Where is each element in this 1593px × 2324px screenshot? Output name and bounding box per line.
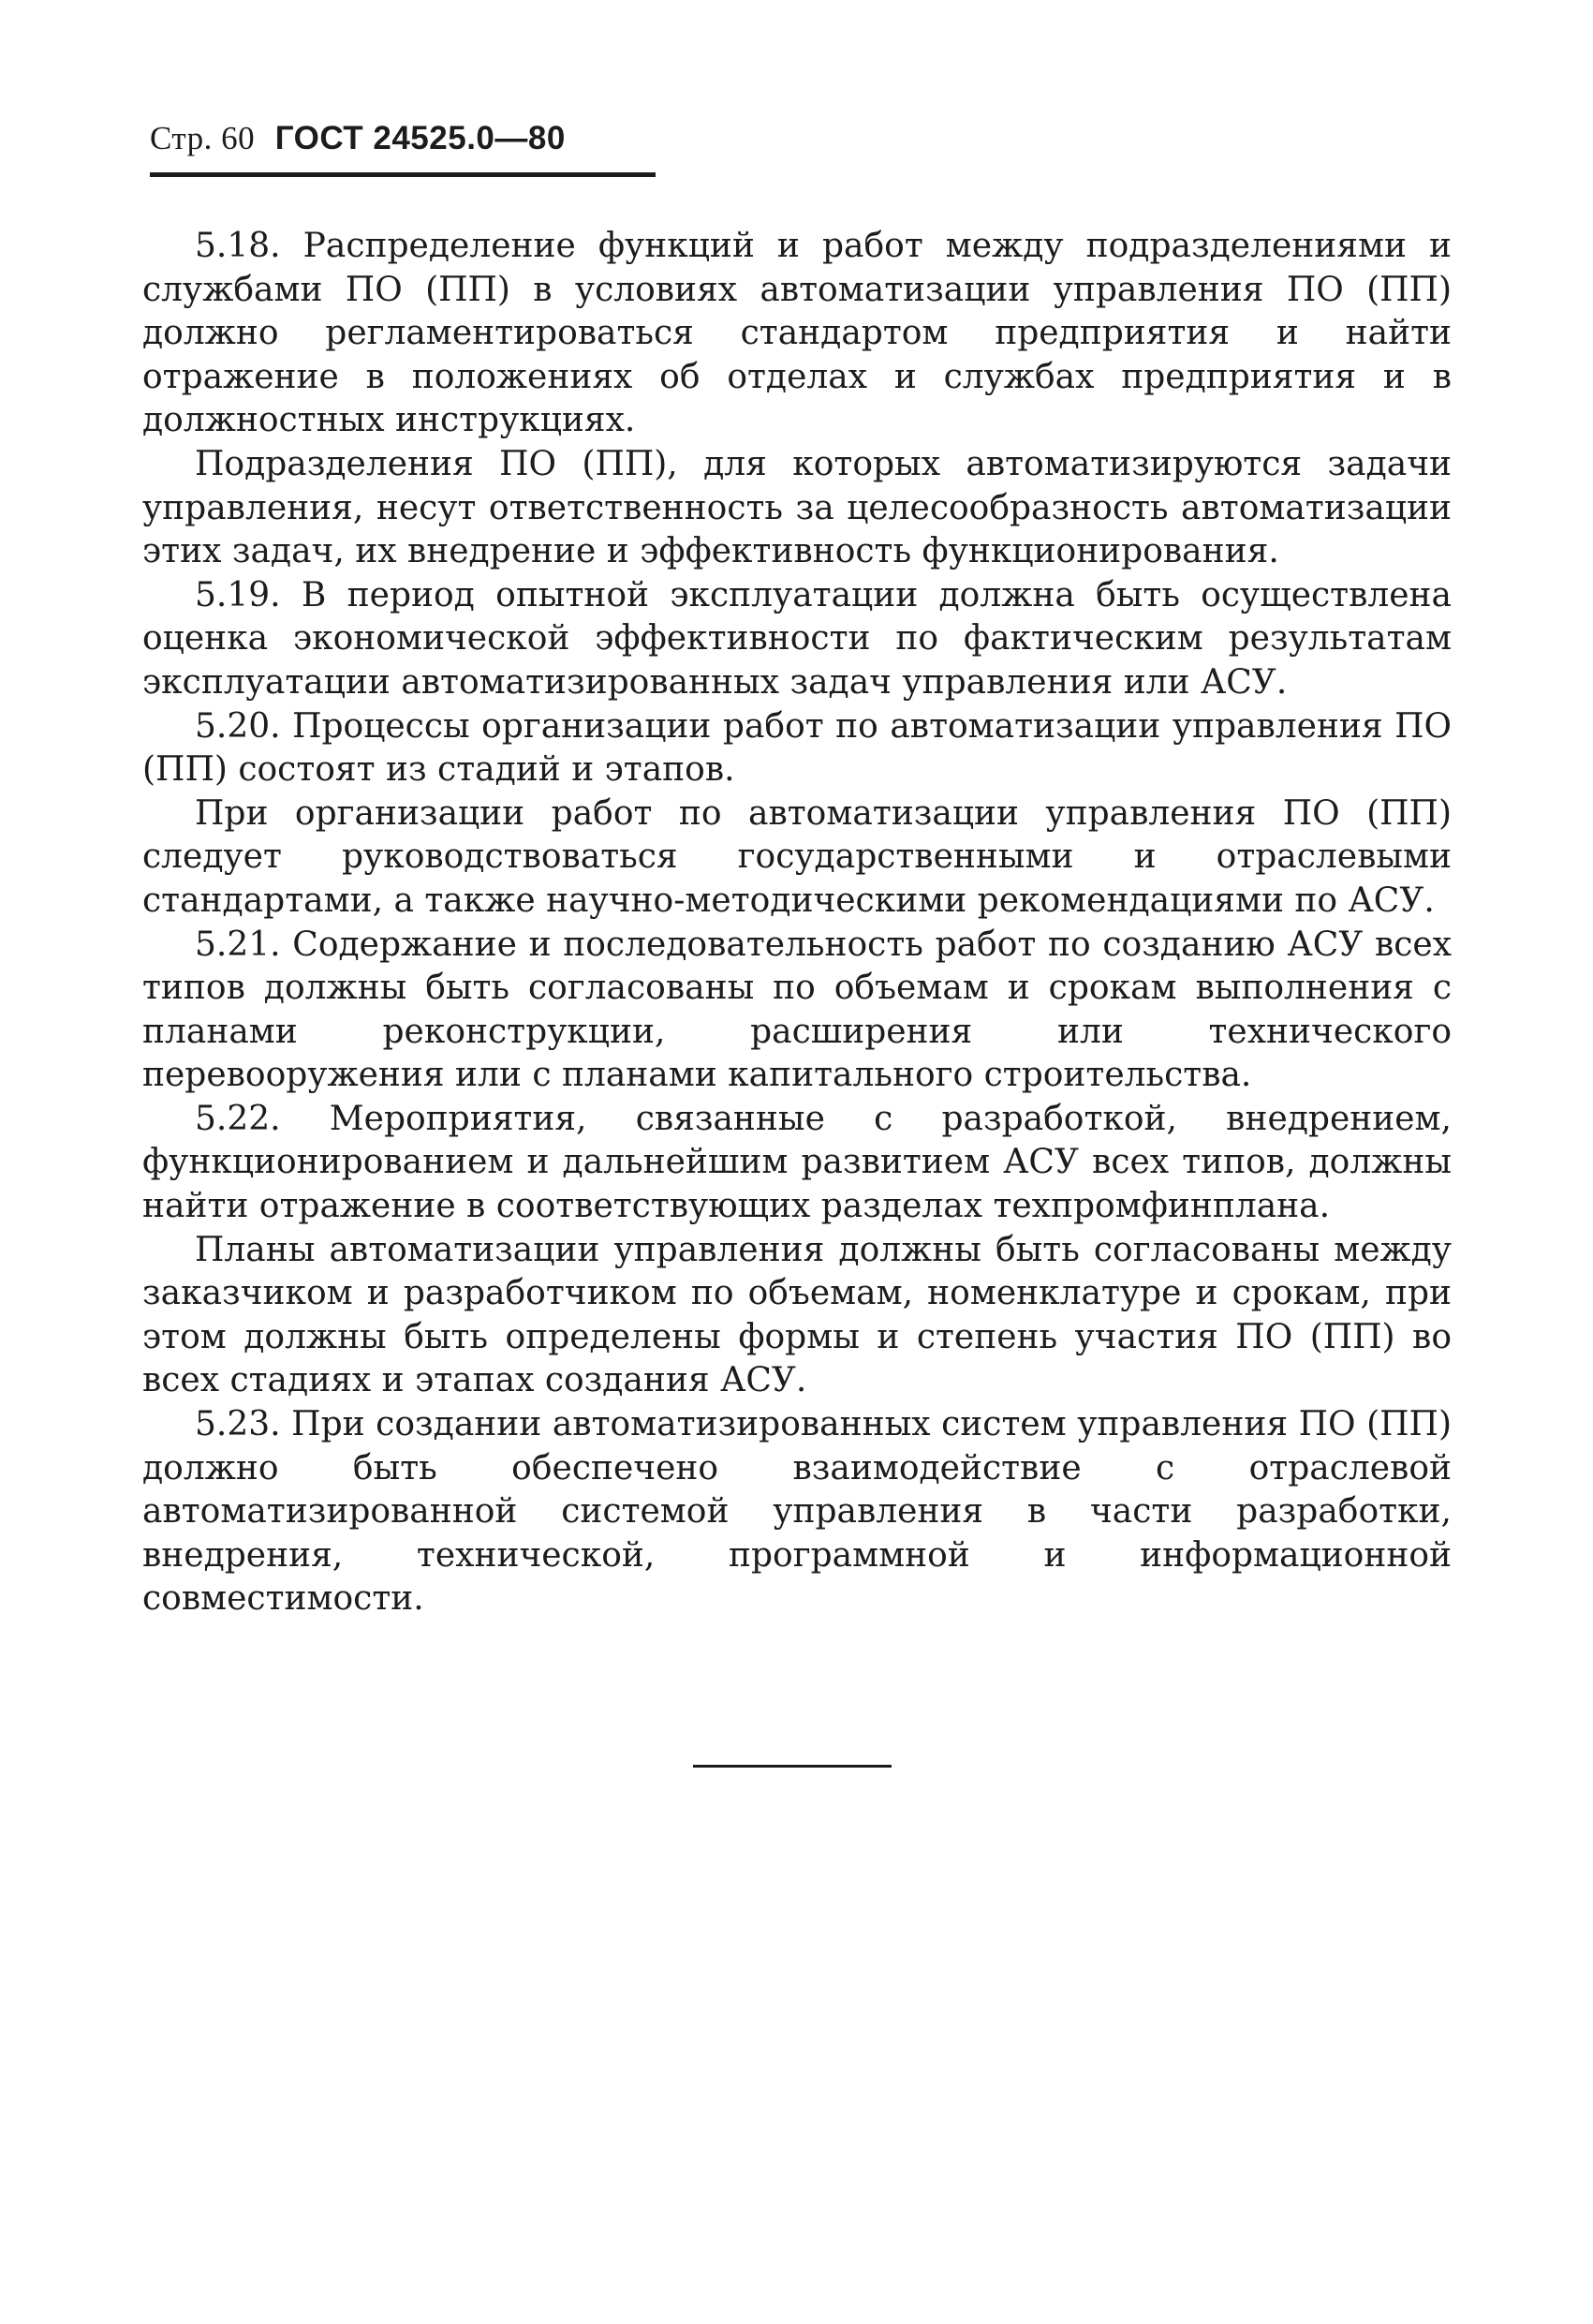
- page-header: [150, 120, 656, 157]
- paragraph-5-20: 5.20. Процессы организации работ по автоматизации управления ПО (ПП) состоят из стадий и этапов.: [142, 706, 1452, 790]
- paragraph-5-22-plans: Планы автоматизации управления должны быть согласованы между заказчиком и разработчиком по объемам, номенклатуре и срокам, при этом должны быть определены формы и степень участия ПО (ПП) во всех стадиях и этапах создания АСУ.: [142, 1230, 1452, 1400]
- paragraph-5-18-responsibility: Подразделения ПО (ПП), для которых автоматизируются задачи управления, несут ответственность за целесообразность автоматизации этих задач, их внедрение и эффективность функционирования.: [142, 444, 1452, 571]
- document-code: ГОСТ 24525.0—80: [274, 120, 566, 156]
- paragraph-5-20-standards: При организации работ по автоматизации управления ПО (ПП) следует руководствоваться государственными и отраслевыми стандартами, а также научно-методическими рекомендациями по АСУ.: [142, 793, 1452, 920]
- paragraph-5-18: 5.18. Распределение функций и работ между подразделениями и службами ПО (ПП) в условиях автоматизации управления ПО (ПП) должно регламентироваться стандартом предприятия и найти отражение в положениях об отделах и службах предприятия и в должностных инструкциях.: [142, 227, 1452, 440]
- paragraph-5-22: 5.22. Мероприятия, связанные с разработкой, внедрением, функционированием и дальнейшим развитием АСУ всех типов, должны найти отражение в соответствующих разделах техпромфинплана.: [142, 1099, 1452, 1226]
- header-rule: [150, 172, 656, 177]
- end-rule: [693, 1765, 892, 1768]
- document-body: [142, 225, 1452, 1621]
- page-number: Стр. 60: [150, 120, 256, 156]
- paragraph-5-19: 5.19. В период опытной эксплуатации должна быть осуществлена оценка экономической эффективности по фактическим результатам эксплуатации автоматизированных задач управления или АСУ.: [142, 575, 1452, 702]
- paragraph-5-21: 5.21. Содержание и последовательность работ по созданию АСУ всех типов должны быть согласованы по объемам и срокам выполнения с планами реконструкции, расширения или технического перевооружения или с планами капитального строительства.: [142, 925, 1452, 1095]
- paragraph-5-23: 5.23. При создании автоматизированных систем управления ПО (ПП) должно быть обеспечено взаимодействие с отраслевой автоматизированной системой управления в части разработки, внедрения, технической, программной и информационной совместимости.: [142, 1405, 1452, 1619]
